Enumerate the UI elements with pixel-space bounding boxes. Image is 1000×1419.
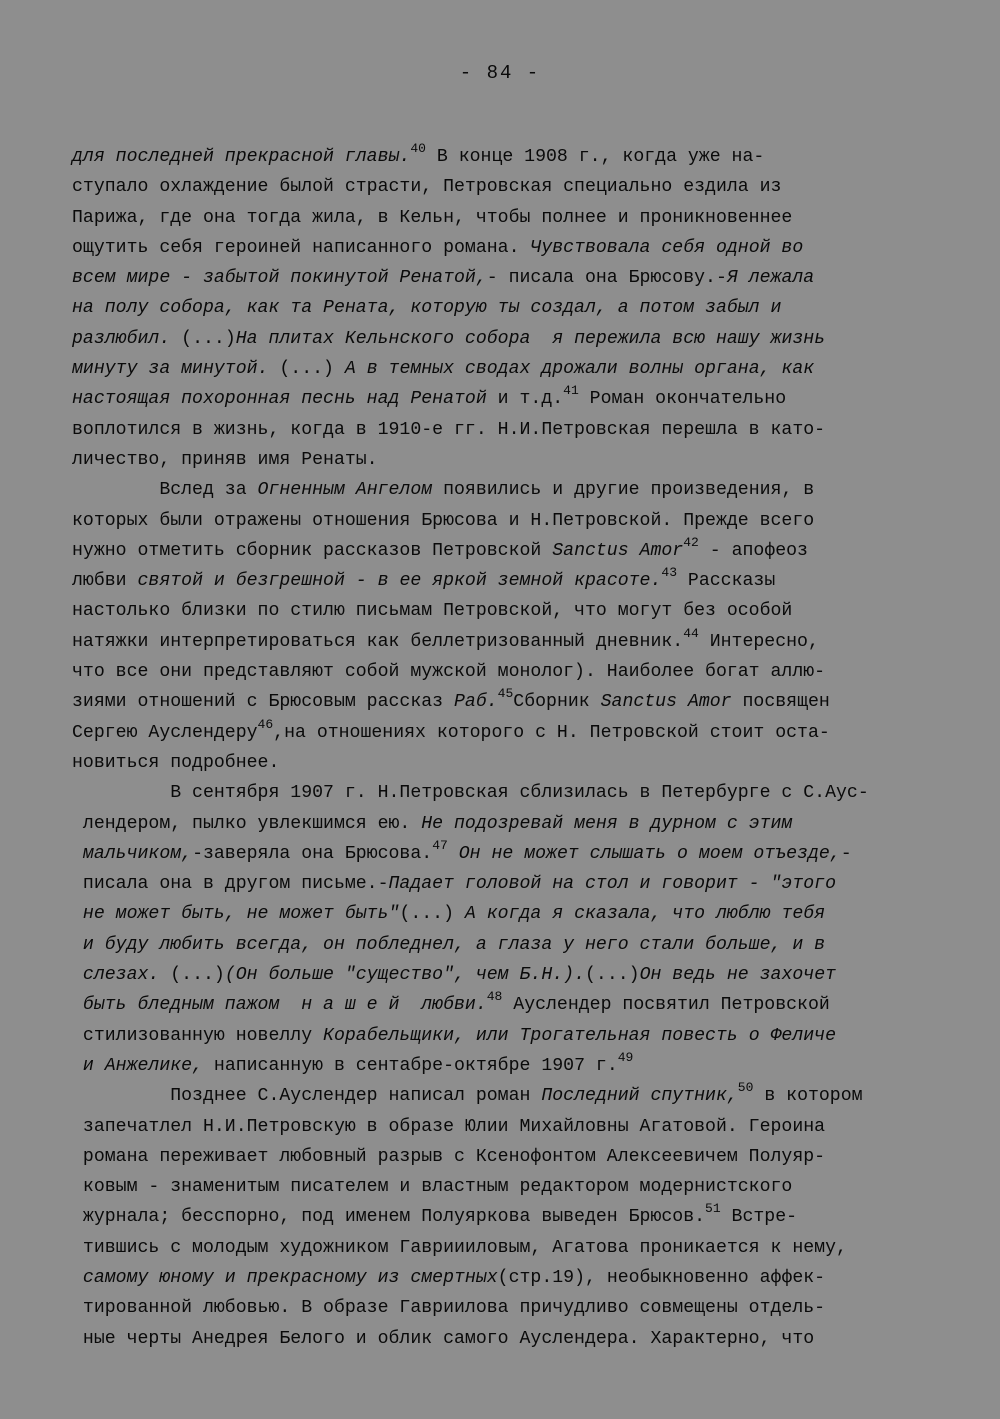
page-number: - 84 - — [459, 62, 541, 84]
text-segment: А в темных сводах дрожали волны органа, как — [333, 359, 815, 380]
text-segment: (...) — [170, 965, 225, 986]
footnote-marker: 51 — [705, 1201, 721, 1217]
text-segment: Последний спутник, — [541, 1086, 738, 1107]
footnote-marker: 47 — [432, 837, 448, 853]
text-line — [72, 172, 952, 202]
text-segment: запечатлел Н.И.Петровскую в образе Юлии Михайловны Агатовой. Героина — [72, 1116, 826, 1137]
text-segment: лендером, пылко увлекшимся ею. — [72, 813, 422, 834]
text-segment: Сборник — [513, 692, 601, 713]
text-segment: В сентября 1907 г. Н.Петровская сблизилась в Петербурге с С.Аус- — [72, 783, 869, 804]
text-segment: Раб. — [454, 692, 498, 713]
footnote-marker: 45 — [497, 686, 514, 702]
text-segment: (...) — [399, 904, 455, 925]
text-segment: для последней прекрасной главы. — [72, 147, 411, 167]
text-line — [72, 990, 952, 1020]
text-line — [72, 415, 952, 445]
text-segment: журнала; бесспорно, под именем Полуяркова выведен Брюсов. — [72, 1207, 706, 1228]
text-line — [72, 475, 952, 505]
footnote-marker: 49 — [617, 1049, 634, 1065]
text-segment: Sanctus Amor — [600, 692, 732, 713]
text-segment: На плитах Кельнского собора я пережила всю нашу жизнь — [235, 328, 826, 349]
text-line — [72, 718, 952, 748]
text-line — [72, 354, 952, 384]
text-segment: появились и другие произведения, в — [432, 480, 815, 501]
text-segment: ковым - знаменитым писателем и властным редактором модернистского — [72, 1177, 793, 1198]
text-segment: Позднее С.Ауслендер написал роман — [72, 1086, 542, 1107]
text-line — [72, 324, 952, 354]
text-segment: личество, приняв имя Ренаты. — [72, 449, 378, 470]
text-segment: и буду любить всегда, он побледнел, а глаза у него стали больше, и в — [72, 934, 826, 955]
text-line — [72, 506, 952, 536]
text-line — [72, 930, 952, 960]
text-segment: натяжки интерпретироваться как беллетризованный дневник. — [72, 631, 684, 652]
text-line — [72, 1233, 952, 1263]
body-text — [72, 142, 952, 1354]
text-segment: настолько близки по стилю письмам Петровской, что могут без особой — [72, 601, 793, 622]
footnote-marker: 50 — [737, 1080, 754, 1096]
text-segment: А когда я сказала, что люблю тебя — [454, 904, 826, 925]
text-line — [72, 778, 952, 808]
footnote-marker: 43 — [661, 565, 677, 581]
text-segment: Рассказы — [677, 571, 776, 592]
text-segment: мальчиком, — [72, 843, 193, 864]
text-segment: - — [840, 843, 852, 864]
text-segment: Ауслендер посвятил Петровской — [502, 995, 830, 1016]
text-line — [72, 839, 952, 869]
text-line — [72, 1202, 952, 1232]
text-line — [72, 1324, 952, 1354]
text-segment: Встре- — [720, 1207, 798, 1228]
text-line — [72, 1051, 952, 1081]
text-line — [72, 1112, 952, 1142]
text-line — [72, 1172, 952, 1202]
text-segment: (Он больше "существо", чем Б.Н.). — [224, 965, 585, 986]
footnote-marker: 46 — [257, 716, 274, 732]
text-segment: воплотился в жизнь, когда в 1910-е гг. Н.И.Петровская перешла в като- — [72, 419, 826, 440]
text-segment: - писала она Брюсову.- — [486, 268, 727, 289]
text-segment: Сергею Ауслендеру — [72, 722, 258, 743]
text-segment: нужно отметить сборник рассказов Петровской — [72, 540, 553, 561]
text-segment: писала она в другом письме.- — [72, 874, 389, 895]
text-line — [72, 809, 952, 839]
text-segment: Чувствовала себя одной во — [530, 237, 804, 258]
footnote-marker: 42 — [683, 534, 699, 550]
text-segment: ощутить себя героиней написанного романа. — [72, 237, 531, 258]
text-segment: тированной любовью. В образе Гавриилова причудливо совмещены отдель- — [72, 1298, 826, 1319]
text-segment: в котором — [753, 1086, 863, 1107]
text-segment: - апофеоз — [698, 540, 808, 561]
text-segment: Парижа, где она тогда жила, в Кельн, чтобы полнее и проникновеннее — [72, 207, 793, 228]
text-segment: и т.д. — [486, 389, 564, 410]
text-segment: что все они представляют собой мужской монолог). Наиболее богат аллю- — [72, 662, 826, 683]
text-segment: Роман окончательно — [578, 389, 787, 410]
text-segment: Огненным Ангелом — [257, 480, 433, 501]
text-segment: Вслед за — [72, 480, 258, 501]
text-segment: и Анжелике, — [72, 1055, 203, 1076]
text-segment: Он не может слышать о моем отъезде, — [447, 843, 841, 864]
text-segment: тившись с молодым художником Гавриииловым, Агатова проникается к нему, — [72, 1237, 847, 1258]
text-line — [72, 960, 952, 990]
text-segment: ступало охлаждение былой страсти, Петровская специально ездила из — [72, 177, 782, 198]
text-line — [72, 142, 952, 172]
text-line — [72, 233, 952, 263]
text-segment: минуту за минутой. — [72, 359, 280, 380]
text-segment: настоящая похоронная песнь над Ренатой — [72, 389, 487, 410]
text-segment: на полу собора, как та Рената, которую ты создал, а потом забыл и — [72, 298, 782, 319]
text-line — [72, 1142, 952, 1172]
text-line — [72, 1081, 952, 1111]
text-segment: зиями отношений с Брюсовым рассказ — [72, 692, 454, 713]
text-segment: Я лежала — [726, 268, 815, 289]
text-line — [72, 657, 952, 687]
footnote-marker: 41 — [563, 383, 579, 399]
text-line — [72, 1021, 952, 1051]
text-segment: не может быть, не может быть" — [72, 904, 400, 925]
text-segment: любви — [72, 571, 138, 592]
text-segment: самому юному и прекрасному из смертных — [72, 1267, 498, 1288]
text-segment: ,на отношениях которого с Н. Петровской стоит оста- — [273, 722, 830, 743]
text-line — [72, 384, 952, 414]
text-line — [72, 596, 952, 626]
text-segment: ные черты Анедрея Белого и облик самого Ауслендера. Характерно, что — [72, 1328, 815, 1349]
text-segment: -заверяла она Брюсова. — [192, 843, 433, 864]
text-line — [72, 445, 952, 475]
text-segment: В конце 1908 г., когда уже на- — [425, 147, 765, 167]
text-segment: (...) — [279, 359, 334, 380]
text-segment: Не подозревай меня в дурном с этим — [421, 813, 793, 834]
text-line — [72, 536, 952, 566]
text-segment: написанную в сентабре-октябре 1907 г. — [202, 1055, 618, 1076]
text-segment: посвящен — [731, 692, 830, 713]
text-line — [72, 627, 952, 657]
text-segment: святой и безгрешной - в ее яркой земной красоте. — [137, 571, 662, 592]
footnote-marker: 40 — [410, 140, 426, 156]
text-line — [72, 869, 952, 899]
text-line — [72, 899, 952, 929]
text-segment: Интересно, — [698, 631, 819, 652]
text-segment: новиться подробнее. — [72, 752, 280, 773]
text-segment: (...) — [181, 328, 236, 349]
text-line — [72, 566, 952, 596]
text-line — [72, 748, 952, 778]
text-line — [72, 1263, 952, 1293]
text-segment: которых были отражены отношения Брюсова и Н.Петровской. Прежде всего — [72, 510, 815, 531]
text-segment: романа переживает любовный разрыв с Ксенофонтом Алексеевичем Полуяр- — [72, 1146, 826, 1167]
text-segment: (стр.19), необыкновенно аффек- — [497, 1267, 826, 1288]
text-segment: Падает головой на стол и говорит - "этого — [388, 874, 837, 895]
text-segment: слезах. — [72, 965, 171, 986]
text-segment: (...) — [584, 965, 640, 986]
text-line — [72, 1293, 952, 1323]
text-line — [72, 263, 952, 293]
text-segment: всем мире - забытой покинутой Ренатой, — [72, 268, 487, 289]
text-segment: Он ведь не захочет — [639, 965, 837, 986]
text-line — [72, 293, 952, 323]
footnote-marker: 48 — [486, 989, 503, 1005]
text-segment: Sanctus Amor — [552, 540, 684, 561]
text-segment: стилизованную новеллу — [72, 1025, 324, 1046]
text-line — [72, 687, 952, 717]
text-segment: Корабельщики, или Трогательная повесть о Феличе — [323, 1025, 837, 1046]
text-segment: разлюбил. — [72, 328, 182, 349]
text-line — [72, 203, 952, 233]
text-segment: быть бледным пажом н а ш е й любви. — [72, 995, 487, 1016]
footnote-marker: 44 — [683, 625, 699, 641]
